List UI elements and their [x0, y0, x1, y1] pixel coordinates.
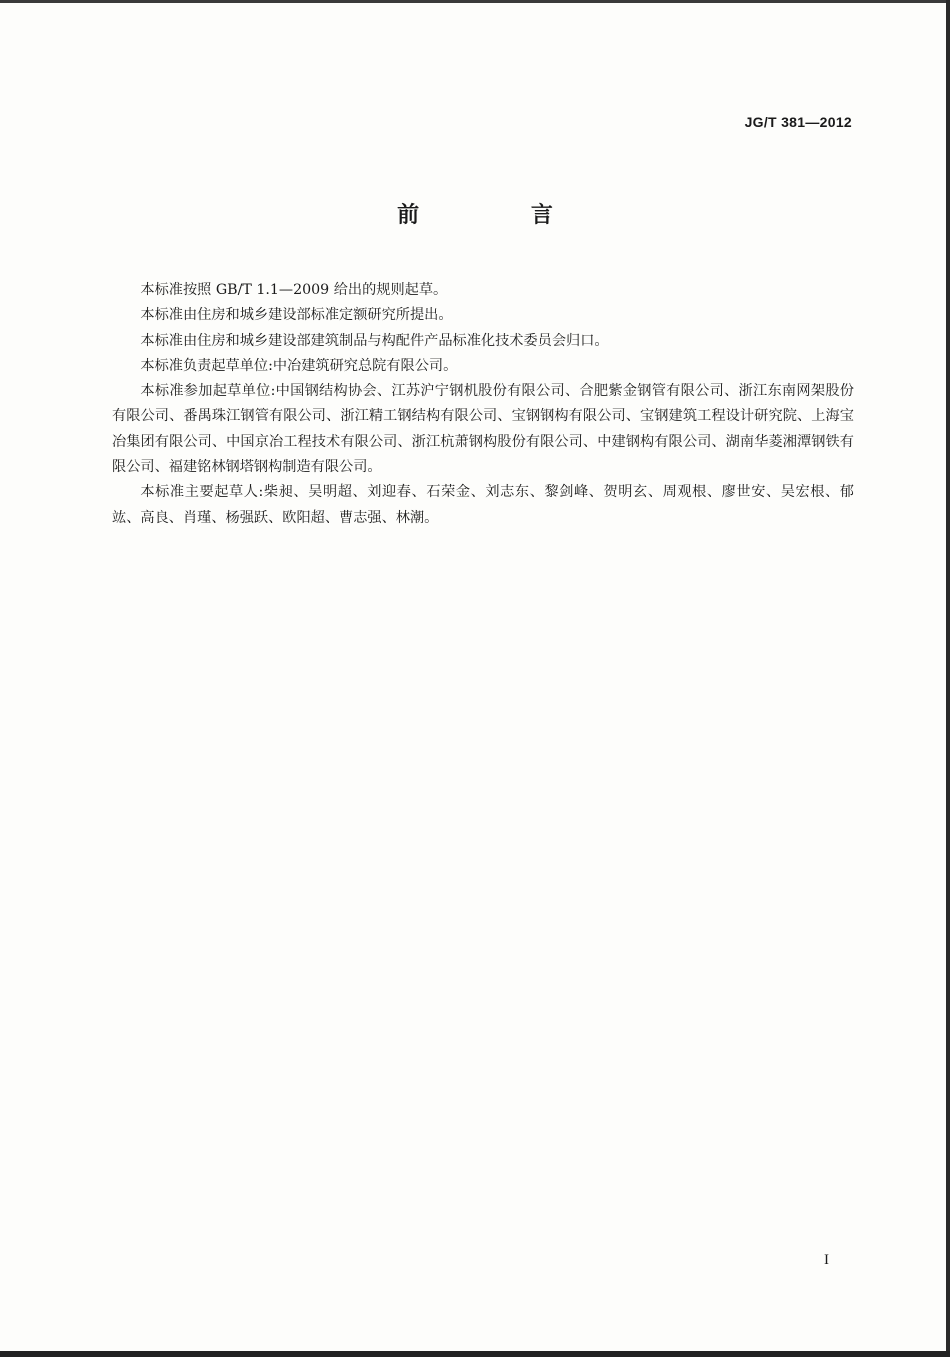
scan-edge-top: [0, 0, 950, 3]
paragraph-proposer: 本标准由住房和城乡建设部标准定额研究所提出。: [140, 307, 453, 324]
foreword-body: [112, 278, 854, 531]
standard-code: JG/T 381—2012: [744, 114, 852, 130]
scan-edge-bottom: [0, 1351, 950, 1357]
paragraph-lead-drafter: 本标准负责起草单位:中冶建筑研究总院有限公司。: [140, 357, 458, 374]
page-number: I: [824, 1252, 829, 1268]
paragraph-participating-units: 本标准参加起草单位:中国钢结构协会、江苏沪宁钢机股份有限公司、合肥紫金钢管有限公司、浙江东南网架股份有限公司、番禺珠江钢管有限公司、浙江精工钢结构有限公司、宝钢钢构有限公司、宝钢建筑工程设计研究院、上海宝冶集团有限公司、中国京冶工程技术有限公司、浙江杭萧钢构股份有限公司、中建钢构有限公司、湖南华菱湘潭钢铁有限公司、福建铭林钢塔钢构制造有限公司。: [112, 383, 854, 476]
paragraph-main-drafters: 本标准主要起草人:柴昶、吴明超、刘迎春、石荣金、刘志东、黎剑峰、贺明玄、周观根、廖世安、吴宏根、郁竑、高良、肖瑾、杨强跃、欧阳超、曹志强、林潮。: [112, 484, 854, 526]
paragraph-drafting-rules: 本标准按照 GB/T 1.1—2009 给出的规则起草。: [140, 282, 448, 298]
page-title: 前 言: [397, 203, 605, 228]
paragraph-administrator: 本标准由住房和城乡建设部建筑制品与构配件产品标准化技术委员会归口。: [140, 332, 609, 349]
